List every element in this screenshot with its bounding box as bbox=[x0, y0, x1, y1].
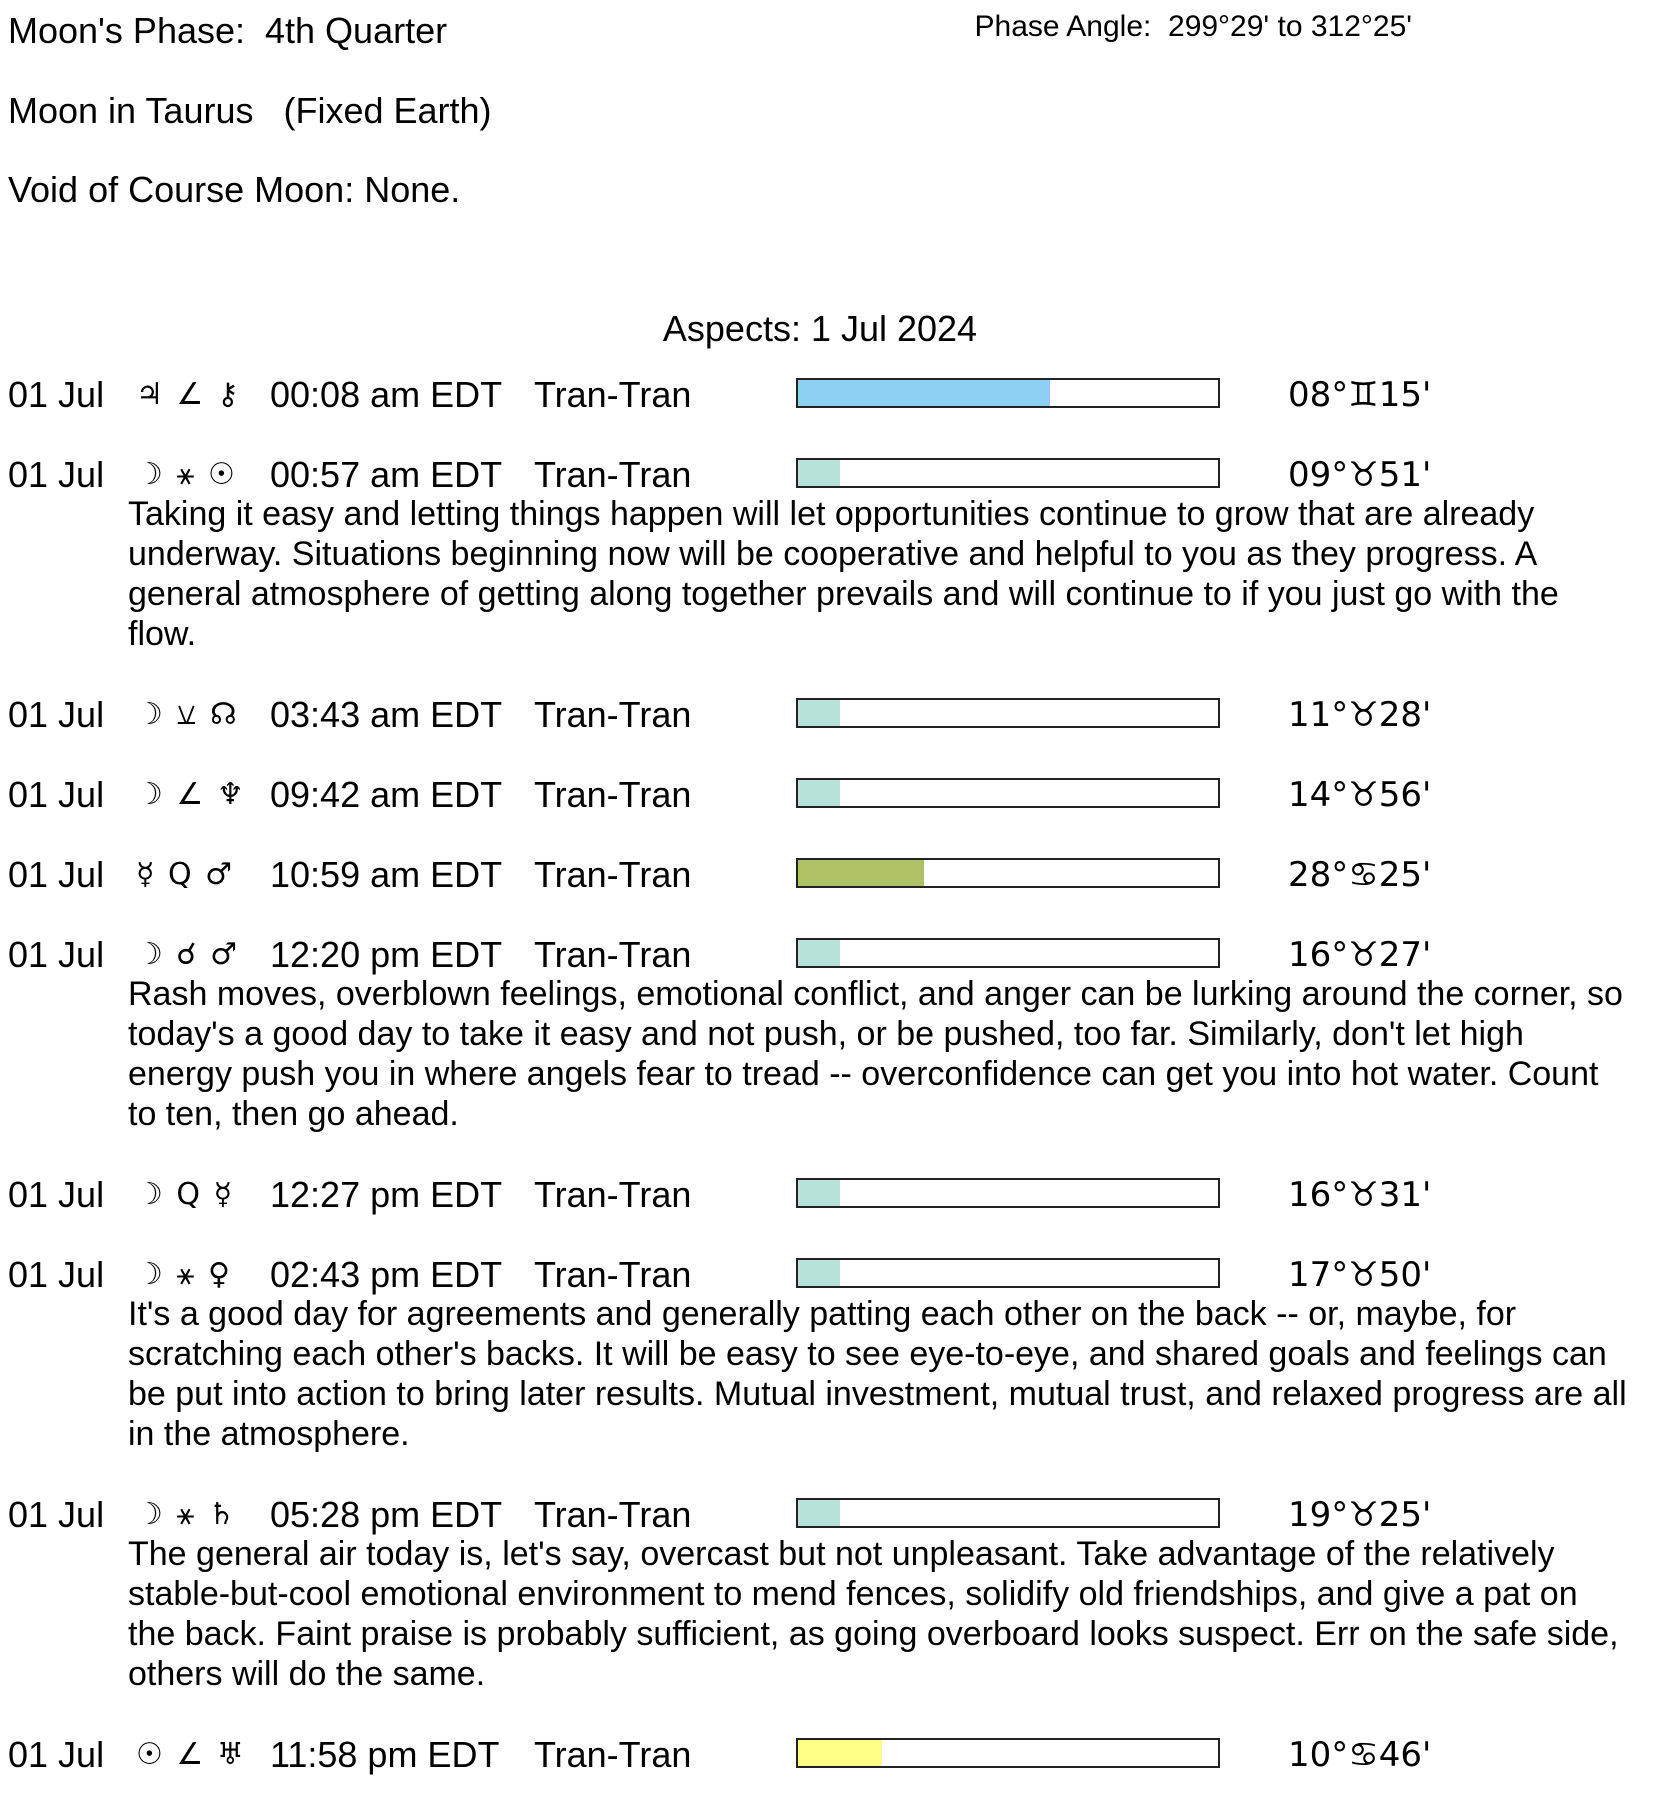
aspect-date: 01 Jul bbox=[8, 694, 105, 735]
aspect-type: Tran-Tran bbox=[534, 934, 692, 975]
aspect-date: 01 Jul bbox=[8, 454, 105, 495]
aspect-date: 01 Jul bbox=[8, 1494, 105, 1535]
strength-bar bbox=[796, 778, 1220, 808]
strength-bar bbox=[796, 378, 1220, 408]
aspect-date: 01 Jul bbox=[8, 374, 105, 415]
aspect-type: Tran-Tran bbox=[534, 1174, 692, 1215]
strength-bar bbox=[796, 858, 1220, 888]
aspect-description: Taking it easy and letting things happen will let opportunities continue to grow that are already underway. Situations beginning now will be cooperative and helpful to you as they progress. A general atmosphere of getting along together prevails and will continue to if you just go with the flow. bbox=[128, 495, 1559, 653]
aspect-position: 14°♉56' bbox=[1288, 775, 1432, 815]
aspect-time: 09:42 am EDT bbox=[270, 774, 503, 815]
aspect-position: 17°♉50' bbox=[1288, 1255, 1432, 1295]
moon-sign: Moon in Taurus (Fixed Earth) bbox=[8, 90, 492, 131]
aspect-type: Tran-Tran bbox=[534, 1734, 692, 1775]
aspect-description: It's a good day for agreements and generally patting each other on the back -- or, maybe, for scratching each other's backs. It will be easy to see eye-to-eye, and shared goals and feelings can be put into action to bring later results. Mutual investment, mutual trust, and relaxed progress are all in the atmosphere. bbox=[128, 1295, 1627, 1453]
aspect-glyphs: ☽ ⚹ ♀ bbox=[136, 1257, 232, 1292]
aspect-position: 16°♉31' bbox=[1288, 1175, 1432, 1215]
aspect-type: Tran-Tran bbox=[534, 854, 692, 895]
aspect-position: 08°♊15' bbox=[1288, 375, 1432, 415]
aspect-time: 00:08 am EDT bbox=[270, 374, 503, 415]
aspect-date: 01 Jul bbox=[8, 1734, 105, 1775]
aspect-position: 09°♉51' bbox=[1288, 455, 1432, 495]
strength-bar-fill bbox=[798, 940, 840, 966]
strength-bar bbox=[796, 938, 1220, 968]
moon-phase: Moon's Phase: 4th Quarter bbox=[8, 10, 448, 51]
aspect-glyphs: ☽ Q ☿ bbox=[136, 1177, 234, 1212]
strength-bar-fill bbox=[798, 780, 840, 806]
aspect-glyphs: ☽ ⚹ ♄ bbox=[136, 1497, 237, 1532]
strength-bar bbox=[796, 698, 1220, 728]
strength-bar-fill bbox=[798, 380, 1050, 406]
aspect-position: 19°♉25' bbox=[1288, 1495, 1432, 1535]
aspect-position: 11°♉28' bbox=[1288, 695, 1432, 735]
aspect-time: 03:43 am EDT bbox=[270, 694, 503, 735]
aspect-type: Tran-Tran bbox=[534, 1254, 692, 1295]
aspect-time: 12:27 pm EDT bbox=[270, 1174, 503, 1215]
strength-bar bbox=[796, 458, 1220, 488]
aspect-glyphs: ☽ ⚹ ☉ bbox=[136, 457, 237, 492]
aspect-type: Tran-Tran bbox=[534, 694, 692, 735]
aspect-time: 02:43 pm EDT bbox=[270, 1254, 503, 1295]
aspect-date: 01 Jul bbox=[8, 1174, 105, 1215]
aspect-time: 05:28 pm EDT bbox=[270, 1494, 503, 1535]
aspect-type: Tran-Tran bbox=[534, 454, 692, 495]
strength-bar-fill bbox=[798, 860, 924, 886]
strength-bar-fill bbox=[798, 700, 840, 726]
aspect-date: 01 Jul bbox=[8, 854, 105, 895]
aspect-time: 00:57 am EDT bbox=[270, 454, 503, 495]
aspect-glyphs: ☽ ☌ ♂ bbox=[136, 937, 240, 972]
strength-bar-fill bbox=[798, 1740, 882, 1766]
aspect-time: 10:59 am EDT bbox=[270, 854, 503, 895]
void-of-course: Void of Course Moon: None. bbox=[8, 169, 461, 210]
aspect-time: 11:58 pm EDT bbox=[270, 1734, 500, 1775]
aspect-type: Tran-Tran bbox=[534, 774, 692, 815]
aspect-glyphs: ♃ ∠ ⚷ bbox=[136, 377, 241, 412]
aspect-date: 01 Jul bbox=[8, 934, 105, 975]
aspect-position: 16°♉27' bbox=[1288, 935, 1432, 975]
phase-angle: Phase Angle: 299°29' to 312°25' bbox=[974, 10, 1412, 43]
strength-bar bbox=[796, 1178, 1220, 1208]
strength-bar-fill bbox=[798, 1500, 840, 1526]
aspect-date: 01 Jul bbox=[8, 774, 105, 815]
aspect-date: 01 Jul bbox=[8, 1254, 105, 1295]
aspect-position: 28°♋25' bbox=[1288, 855, 1432, 895]
aspect-type: Tran-Tran bbox=[534, 374, 692, 415]
aspect-description: The general air today is, let's say, overcast but not unpleasant. Take advantage of the relatively stable-but-cool emotional environment to mend fences, solidify old friendships, and give a pat on the back. Faint praise is probably sufficient, as going overboard looks suspect. Err on the safe side, others will do the same. bbox=[128, 1535, 1619, 1693]
strength-bar-fill bbox=[798, 460, 840, 486]
strength-bar bbox=[796, 1498, 1220, 1528]
aspect-time: 12:20 pm EDT bbox=[270, 934, 503, 975]
aspects-title: Aspects: 1 Jul 2024 bbox=[662, 308, 978, 349]
aspect-glyphs: ☉ ∠ ♅ bbox=[136, 1737, 246, 1772]
strength-bar-fill bbox=[798, 1260, 840, 1286]
strength-bar bbox=[796, 1258, 1220, 1288]
aspect-glyphs: ☿ Q ♂ bbox=[136, 857, 234, 892]
strength-bar bbox=[796, 1738, 1220, 1768]
aspect-type: Tran-Tran bbox=[534, 1494, 692, 1535]
strength-bar-fill bbox=[798, 1180, 840, 1206]
aspect-position: 10°♋46' bbox=[1288, 1735, 1432, 1775]
aspect-glyphs: ☽ ⚺ ☊ bbox=[136, 697, 239, 732]
aspect-glyphs: ☽ ∠ ♆ bbox=[136, 777, 246, 812]
aspect-description: Rash moves, overblown feelings, emotional conflict, and anger can be lurking around the corner, so today's a good day to take it easy and not push, or be pushed, too far. Similarly, don't let high energy push you in where angels fear to tread -- overconfidence can get you into hot water. Count to ten, then go ahead. bbox=[128, 975, 1623, 1133]
